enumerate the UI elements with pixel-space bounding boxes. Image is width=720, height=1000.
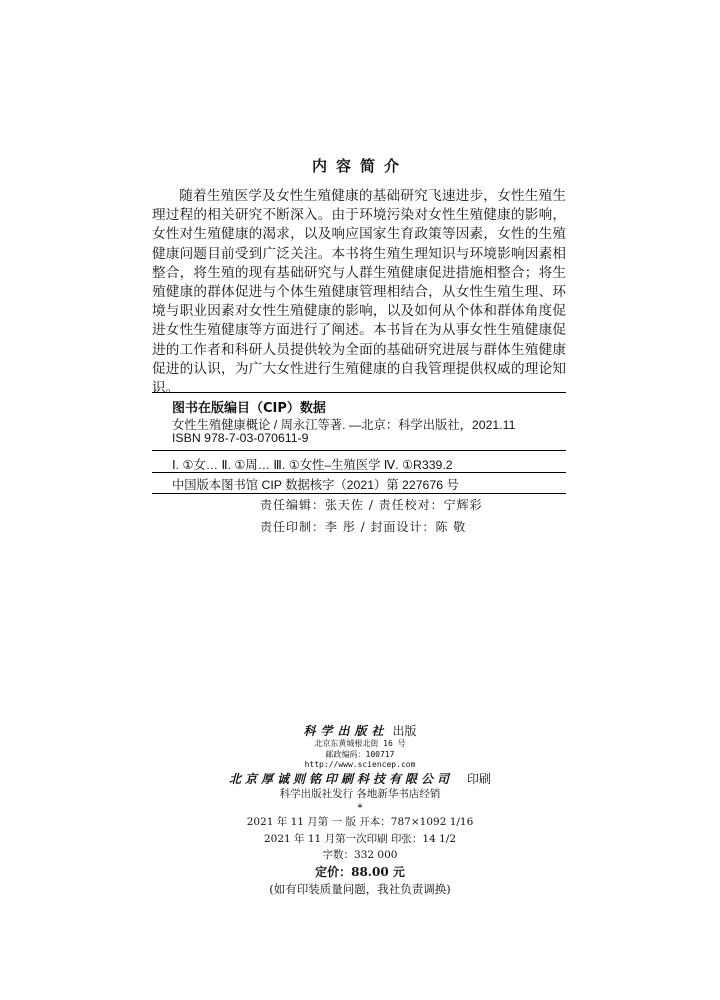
wordcount-line: 字数：332 000 bbox=[322, 849, 398, 861]
cip-line-classification: Ⅰ. ①女… Ⅱ. ①周… Ⅲ. ①女性–生殖医学 Ⅳ. ①R339.2 bbox=[172, 458, 453, 472]
price-line: 定价：88.00 元 bbox=[315, 865, 405, 879]
distribution-line: 科学出版社发行 各地新华书店经销 bbox=[279, 788, 441, 800]
quality-notice: (如有印装质量问题，我社负责调换) bbox=[269, 882, 451, 896]
publisher-address: 北京东黄城根北街 16 号 bbox=[314, 739, 406, 748]
credits-editors: 责任编辑：张天佐 / 责任校对：宁辉彩 bbox=[260, 498, 483, 512]
publisher-line bbox=[0, 720, 720, 739]
summary-paragraph: 随着生殖医学及女性生殖健康的基础研究飞速进步，女性生殖生理过程的相关研究不断深入。由于环境污染对女性生殖健康的影响，女性对生殖健康的渴求，以及响应国家生育政策等因素，女性的生殖健康问题目前受到广泛关注。本书将生殖生理知识与环境影响因素相整合，将生殖的现有基础研究与人群生殖健康促进措施相整合；将生殖健康的群体促进与个体生殖健康管理相结合，从女性生殖生理、环境与职业因素对女性生殖健康的影响，以及如何从个体和群体角度促进女性生殖健康等方面进行了阐述。本书旨在为从事女性生殖健康促进的工作者和科研人员提供较为全面的基础研究进展与群体生殖健康促进的认识，为广大女性进行生殖健康的自我管理提供权威的理论知识。 bbox=[152, 188, 566, 397]
cip-line-record-number: 中国版本图书馆 CIP 数据核字（2021）第 227676 号 bbox=[172, 478, 459, 492]
printer-suffix: 印刷 bbox=[467, 772, 492, 786]
cip-divider bbox=[152, 472, 566, 473]
cip-line-isbn: ISBN 978-7-03-070611-9 bbox=[172, 431, 309, 445]
separator-star: * bbox=[357, 802, 363, 814]
cip-title: 图书在版编目（CIP）数据 bbox=[172, 401, 326, 416]
printing-line: 2021 年 11 月第一次印刷 印张：14 1/2 bbox=[263, 833, 457, 845]
credits-production: 责任印制：李 彤 / 封面设计：陈 敬 bbox=[260, 520, 467, 534]
publisher-url: http://www.sciencep.com bbox=[304, 760, 416, 769]
summary-text bbox=[152, 187, 566, 398]
publisher-suffix: 出版 bbox=[392, 724, 417, 738]
publisher-name: 科学出版社 bbox=[303, 724, 389, 738]
printer-line bbox=[0, 768, 720, 787]
edition-line: 2021 年 11 月第 一 版 开本：787×1092 1/16 bbox=[246, 816, 474, 828]
cip-divider bbox=[152, 450, 566, 451]
page-title: 内容简介 bbox=[311, 157, 408, 175]
publisher-postcode: 邮政编码：100717 bbox=[325, 750, 395, 759]
cip-line-title-author: 女性生殖健康概论 / 周永江等著. —北京：科学出版社，2021.11 bbox=[172, 418, 516, 432]
cip-data-box bbox=[152, 392, 566, 494]
printer-name: 北京厚诚则铭印刷科技有限公司 bbox=[228, 772, 453, 786]
